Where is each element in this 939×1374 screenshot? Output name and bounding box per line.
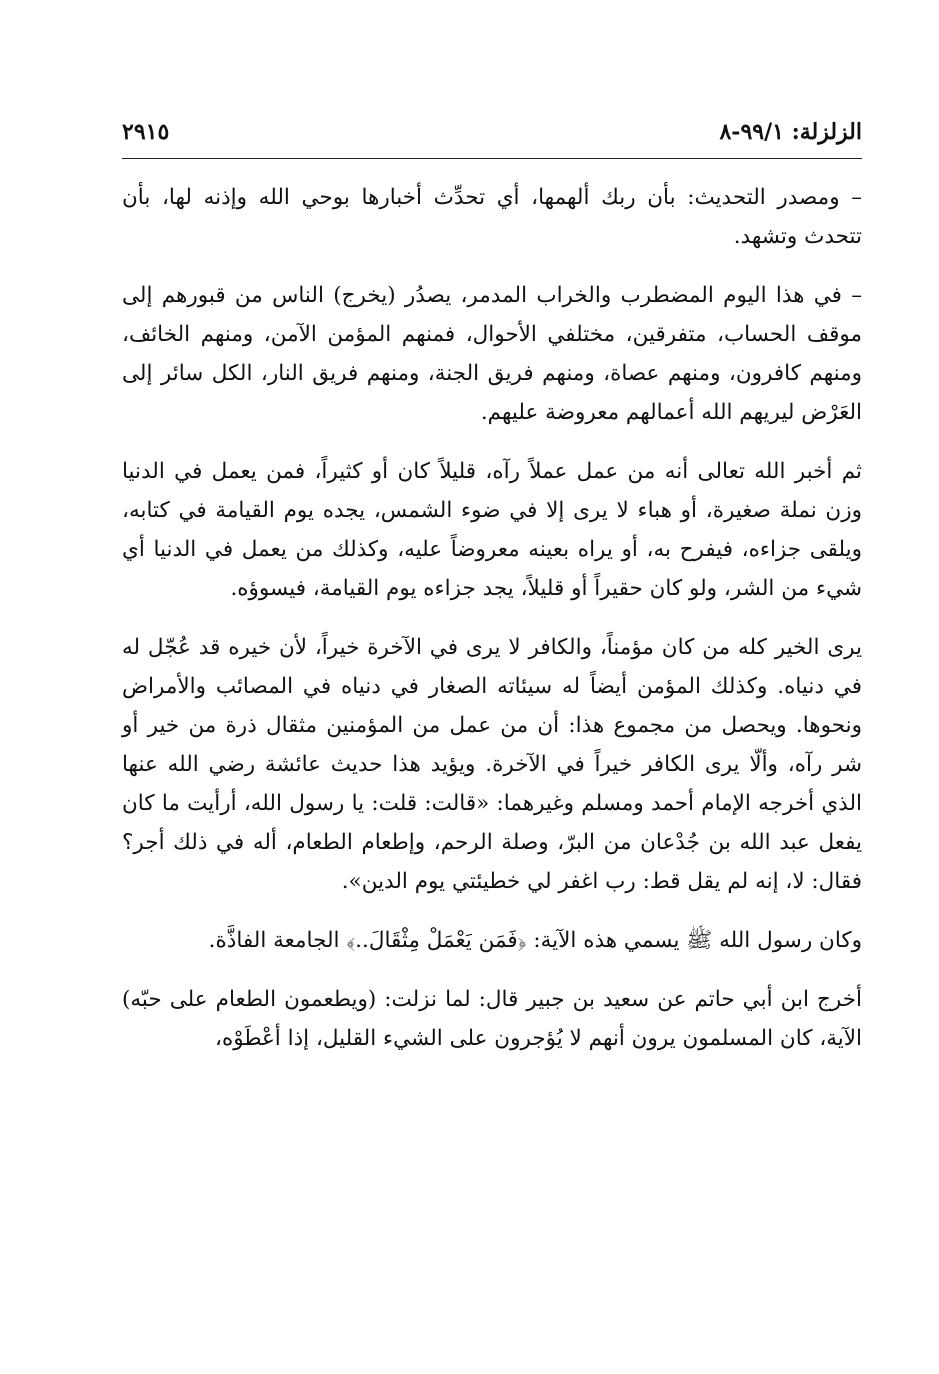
header-divider xyxy=(122,158,862,159)
paragraph-yawm: – في هذا اليوم المضطرب والخراب المدمر، يصدُر (يخرج) الناس من قبورهم إلى موقف الحساب، متفرقين، مختلفي الأحوال، فمنهم المؤمن الآمن، ومنهم الخائف، ومنهم كافرون، ومنهم عصاة، ومنهم فريق الجنة، ومنهم فريق النار، الكل سائر إلى العَرْض ليريهم الله أعمالهم معروضة عليهم. xyxy=(122,283,862,425)
page-number: ٢٩١٥ xyxy=(122,119,170,145)
running-title: الزلزلة: ٩٩/١-٨ xyxy=(719,119,862,145)
paragraph-ibn-abi-hatim: أخرج ابن أبي حاتم عن سعيد بن جبير قال: لما نزلت: (ويطعمون الطعام على حبّه) الآية، كان المسلمون يرون أنهم لا يُؤجرون على الشيء القليل، إذا أعْطَوْه، xyxy=(122,987,862,1051)
paragraph-tahdith: – ومصدر التحديث: بأن ربك ألهمها، أي تحدِّث أخبارها بوحي الله وإذنه لها، بأن تتحدث وتشهد. xyxy=(122,185,862,249)
paragraph-ikhbar: ثم أخبر الله تعالى أنه من عمل عملاً رآه، قليلاً كان أو كثيراً، فمن يعمل في الدنيا وزن نملة صغيرة، أو هباء لا يرى إلا في ضوء الشمس، يجده يوم القيامة في كتابه، ويلقى جزاءه، فيفرح به، أو يراه بعينه معروضاً عليه، وكذلك من يعمل في الدنيا أي شيء من الشر، ولو كان حقيراً أو قليلاً، يجد جزاءه يوم القيامة، فيسوؤه. xyxy=(122,459,862,601)
page-header xyxy=(122,115,862,149)
paragraph-ayah: وكان رسول الله ﷺ يسمي هذه الآية: ﴿فَمَن يَعْمَلْ مِثْقَالَ..﴾ الجامعة الفاذَّة. xyxy=(208,928,862,953)
page-body xyxy=(122,178,862,1078)
paragraph-khayr: يرى الخير كله من كان مؤمناً، والكافر لا يرى في الآخرة خيراً، لأن خيره قد عُجّل له في دنياه. وكذلك المؤمن أيضاً له سيئاته الصغار في دنياه في المصائب والأمراض ونحوها. ويحصل من مجموع هذا: أن من عمل من المؤمنين مثقال ذرة من خير أو شر رآه، وألّا يرى الكافر خيراً في الآخرة. ويؤيد هذا حديث عائشة رضي الله عنها الذي أخرجه الإمام أحمد ومسلم وغيرهما: «قالت: قلت: يا رسول الله، أرأيت ما كان يفعل عبد الله بن جُدْعان من البرّ، وصلة الرحم، وإطعام الطعام، أله في ذلك أجر؟ فقال: لا، إنه لم يقل قط: رب اغفر لي خطيئتي يوم الدين». xyxy=(122,635,862,894)
